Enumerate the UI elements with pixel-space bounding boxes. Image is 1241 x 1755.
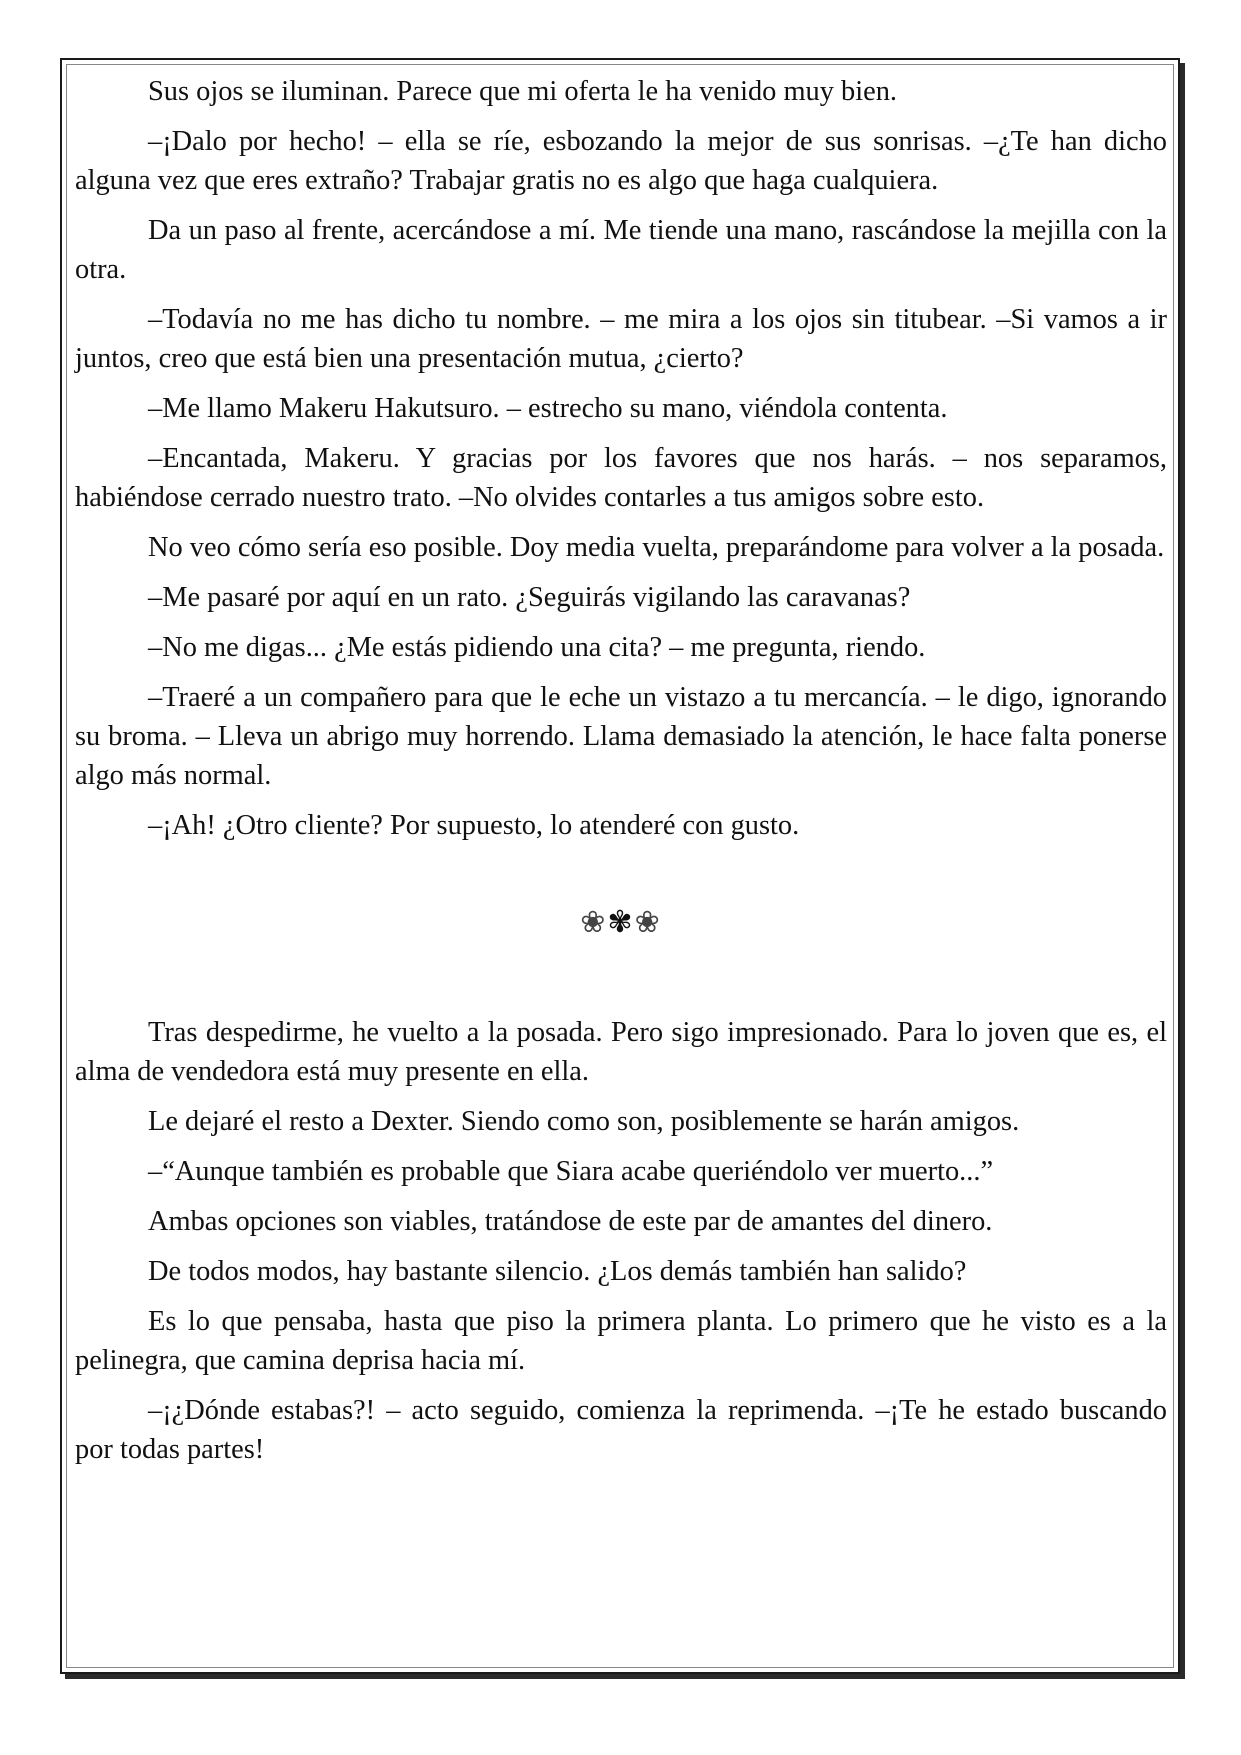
paragraph: Ambas opciones son viables, tratándose de este par de amantes del dinero. <box>148 1206 993 1237</box>
paragraph: Sus ojos se iluminan. Parece que mi oferta le ha venido muy bien. <box>148 76 898 107</box>
flower-outline-icon: ❀ <box>634 905 662 940</box>
paragraph: Tras despedirme, he vuelto a la posada. Pero sigo impresionado. Para lo joven que es, el alma de vendedora está muy presente en ella. <box>75 1017 1167 1087</box>
paragraph: No veo cómo sería eso posible. Doy media vuelta, preparándome para volver a la posada. <box>148 532 1165 563</box>
paragraph: –¡Ah! ¿Otro cliente? Por supuesto, lo atenderé con gusto. <box>148 810 800 841</box>
paragraph: Da un paso al frente, acercándose a mí. Me tiende una mano, rascándose la mejilla con la otra. <box>75 215 1167 285</box>
paragraph: –Traeré a un compañero para que le eche un vistazo a tu mercancía. – le digo, ignorando su broma. – Lleva un abrigo muy horrendo. Llama demasiado la atención, le hace falta ponerse algo más normal. <box>75 682 1167 791</box>
scene-break-ornament <box>75 903 1167 943</box>
paragraph: Le dejaré el resto a Dexter. Siendo como son, posiblemente se harán amigos. <box>148 1106 1020 1137</box>
paragraph: De todos modos, hay bastante silencio. ¿Los demás también han salido? <box>148 1256 967 1287</box>
paragraph: –Todavía no me has dicho tu nombre. – me mira a los ojos sin titubear. –Si vamos a ir juntos, creo que está bien una presentación mutua, ¿cierto? <box>75 304 1167 374</box>
flower-solid-icon: ✾ <box>607 905 635 940</box>
paragraph: –Me llamo Makeru Hakutsuro. – estrecho su mano, viéndola contenta. <box>148 393 948 424</box>
document-body <box>75 72 1167 1480</box>
paragraph: Es lo que pensaba, hasta que piso la primera planta. Lo primero que he visto es a la pelinegra, que camina deprisa hacia mí. <box>75 1306 1167 1376</box>
paragraph: –Me pasaré por aquí en un rato. ¿Seguirás vigilando las caravanas? <box>148 582 911 613</box>
paragraph: –No me digas... ¿Me estás pidiendo una cita? – me pregunta, riendo. <box>148 632 926 663</box>
paragraph: –“Aunque también es probable que Siara acabe queriéndolo ver muerto...” <box>148 1156 994 1187</box>
paragraph: –¡¿Dónde estabas?! – acto seguido, comienza la reprimenda. –¡Te he estado buscando por todas partes! <box>75 1395 1167 1465</box>
flower-outline-icon: ❀ <box>580 905 608 940</box>
paragraph: –Encantada, Makeru. Y gracias por los favores que nos harás. – nos separamos, habiéndose cerrado nuestro trato. –No olvides contarles a tus amigos sobre esto. <box>75 443 1167 513</box>
paragraph: –¡Dalo por hecho! – ella se ríe, esbozando la mejor de sus sonrisas. –¿Te han dicho alguna vez que eres extraño? Trabajar gratis no es algo que haga cualquiera. <box>75 126 1167 196</box>
